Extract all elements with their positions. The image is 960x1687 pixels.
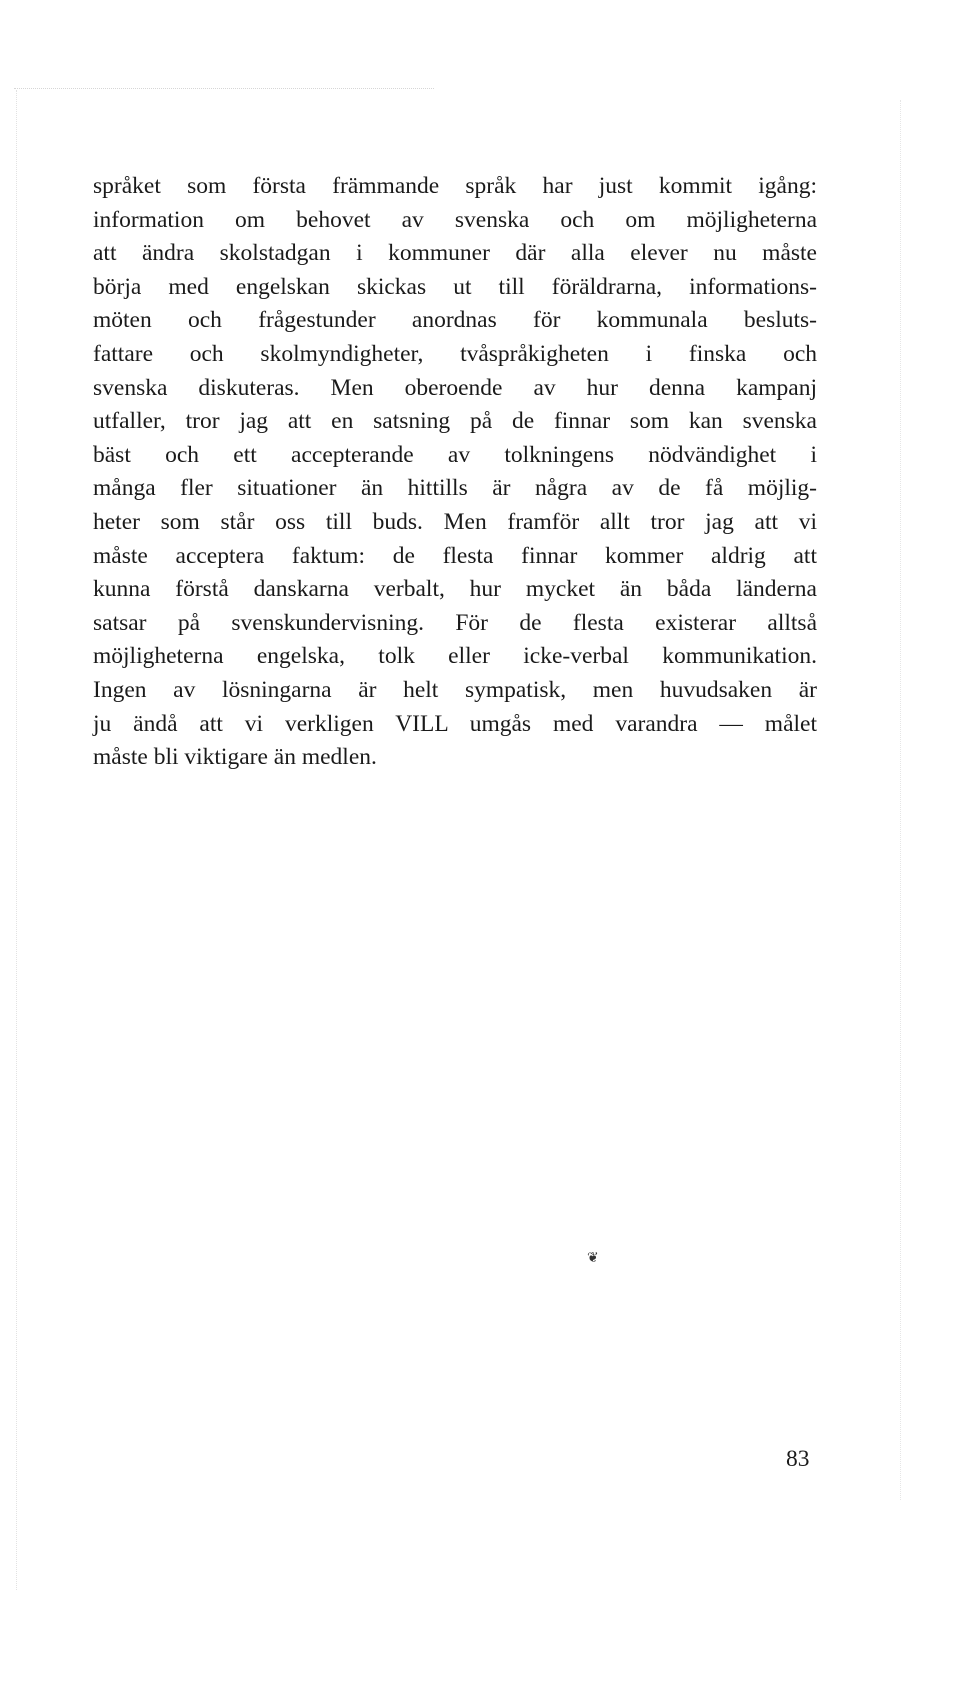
text-line-4: börja med engelskan skickas ut till föräldrarna, informations- — [93, 273, 817, 300]
text-line-18: måste bli viktigare än medlen. — [93, 744, 377, 771]
text-line-14: satsar på svenskundervisning. För de flesta existerar alltså — [93, 609, 817, 636]
text-line-1: språket som första främmande språk har just kommit igång: — [93, 173, 817, 199]
page-number: 83 — [786, 1446, 810, 1472]
fleuron-icon: ❦ — [587, 1251, 599, 1266]
text-line-3: att ändra skolstadgan i kommuner där alla elever nu måste — [93, 240, 817, 267]
text-line-12: måste acceptera faktum: de flesta finnar kommer aldrig att — [93, 542, 817, 569]
text-line-15: möjligheterna engelska, tolk eller icke-verbal kommunikation. — [93, 643, 817, 670]
text-line-11: heter som står oss till buds. Men framför allt tror jag att vi — [93, 508, 817, 535]
scan-top-rule — [14, 88, 434, 89]
text-line-13: kunna förstå danskarna verbalt, hur mycket än båda länderna — [93, 576, 817, 603]
text-line-8: utfaller, tror jag att en satsning på de finnar som kan svenska — [93, 408, 817, 435]
text-line-16: Ingen av lösningarna är helt sympatisk, men huvudsaken är — [93, 676, 817, 703]
text-line-9: bäst och ett accepterande av tolkningens nödvändighet i — [93, 441, 817, 468]
text-line-5: möten och frågestunder anordnas för kommunala besluts- — [93, 307, 817, 334]
text-line-10: många fler situationer än hittills är några av de få möjlig- — [93, 475, 817, 502]
scan-left-edge — [16, 90, 17, 1590]
body-paragraph — [93, 170, 817, 775]
text-line-6: fattare och skolmyndigheter, tvåspråkigheten i finska och — [93, 340, 817, 367]
scan-right-edge — [900, 100, 901, 1500]
text-line-2: information om behovet av svenska och om möjligheterna — [93, 206, 817, 233]
text-line-7: svenska diskuteras. Men oberoende av hur denna kampanj — [93, 374, 817, 401]
text-line-17: ju ändå att vi verkligen VILL umgås med varandra — målet — [93, 710, 817, 737]
